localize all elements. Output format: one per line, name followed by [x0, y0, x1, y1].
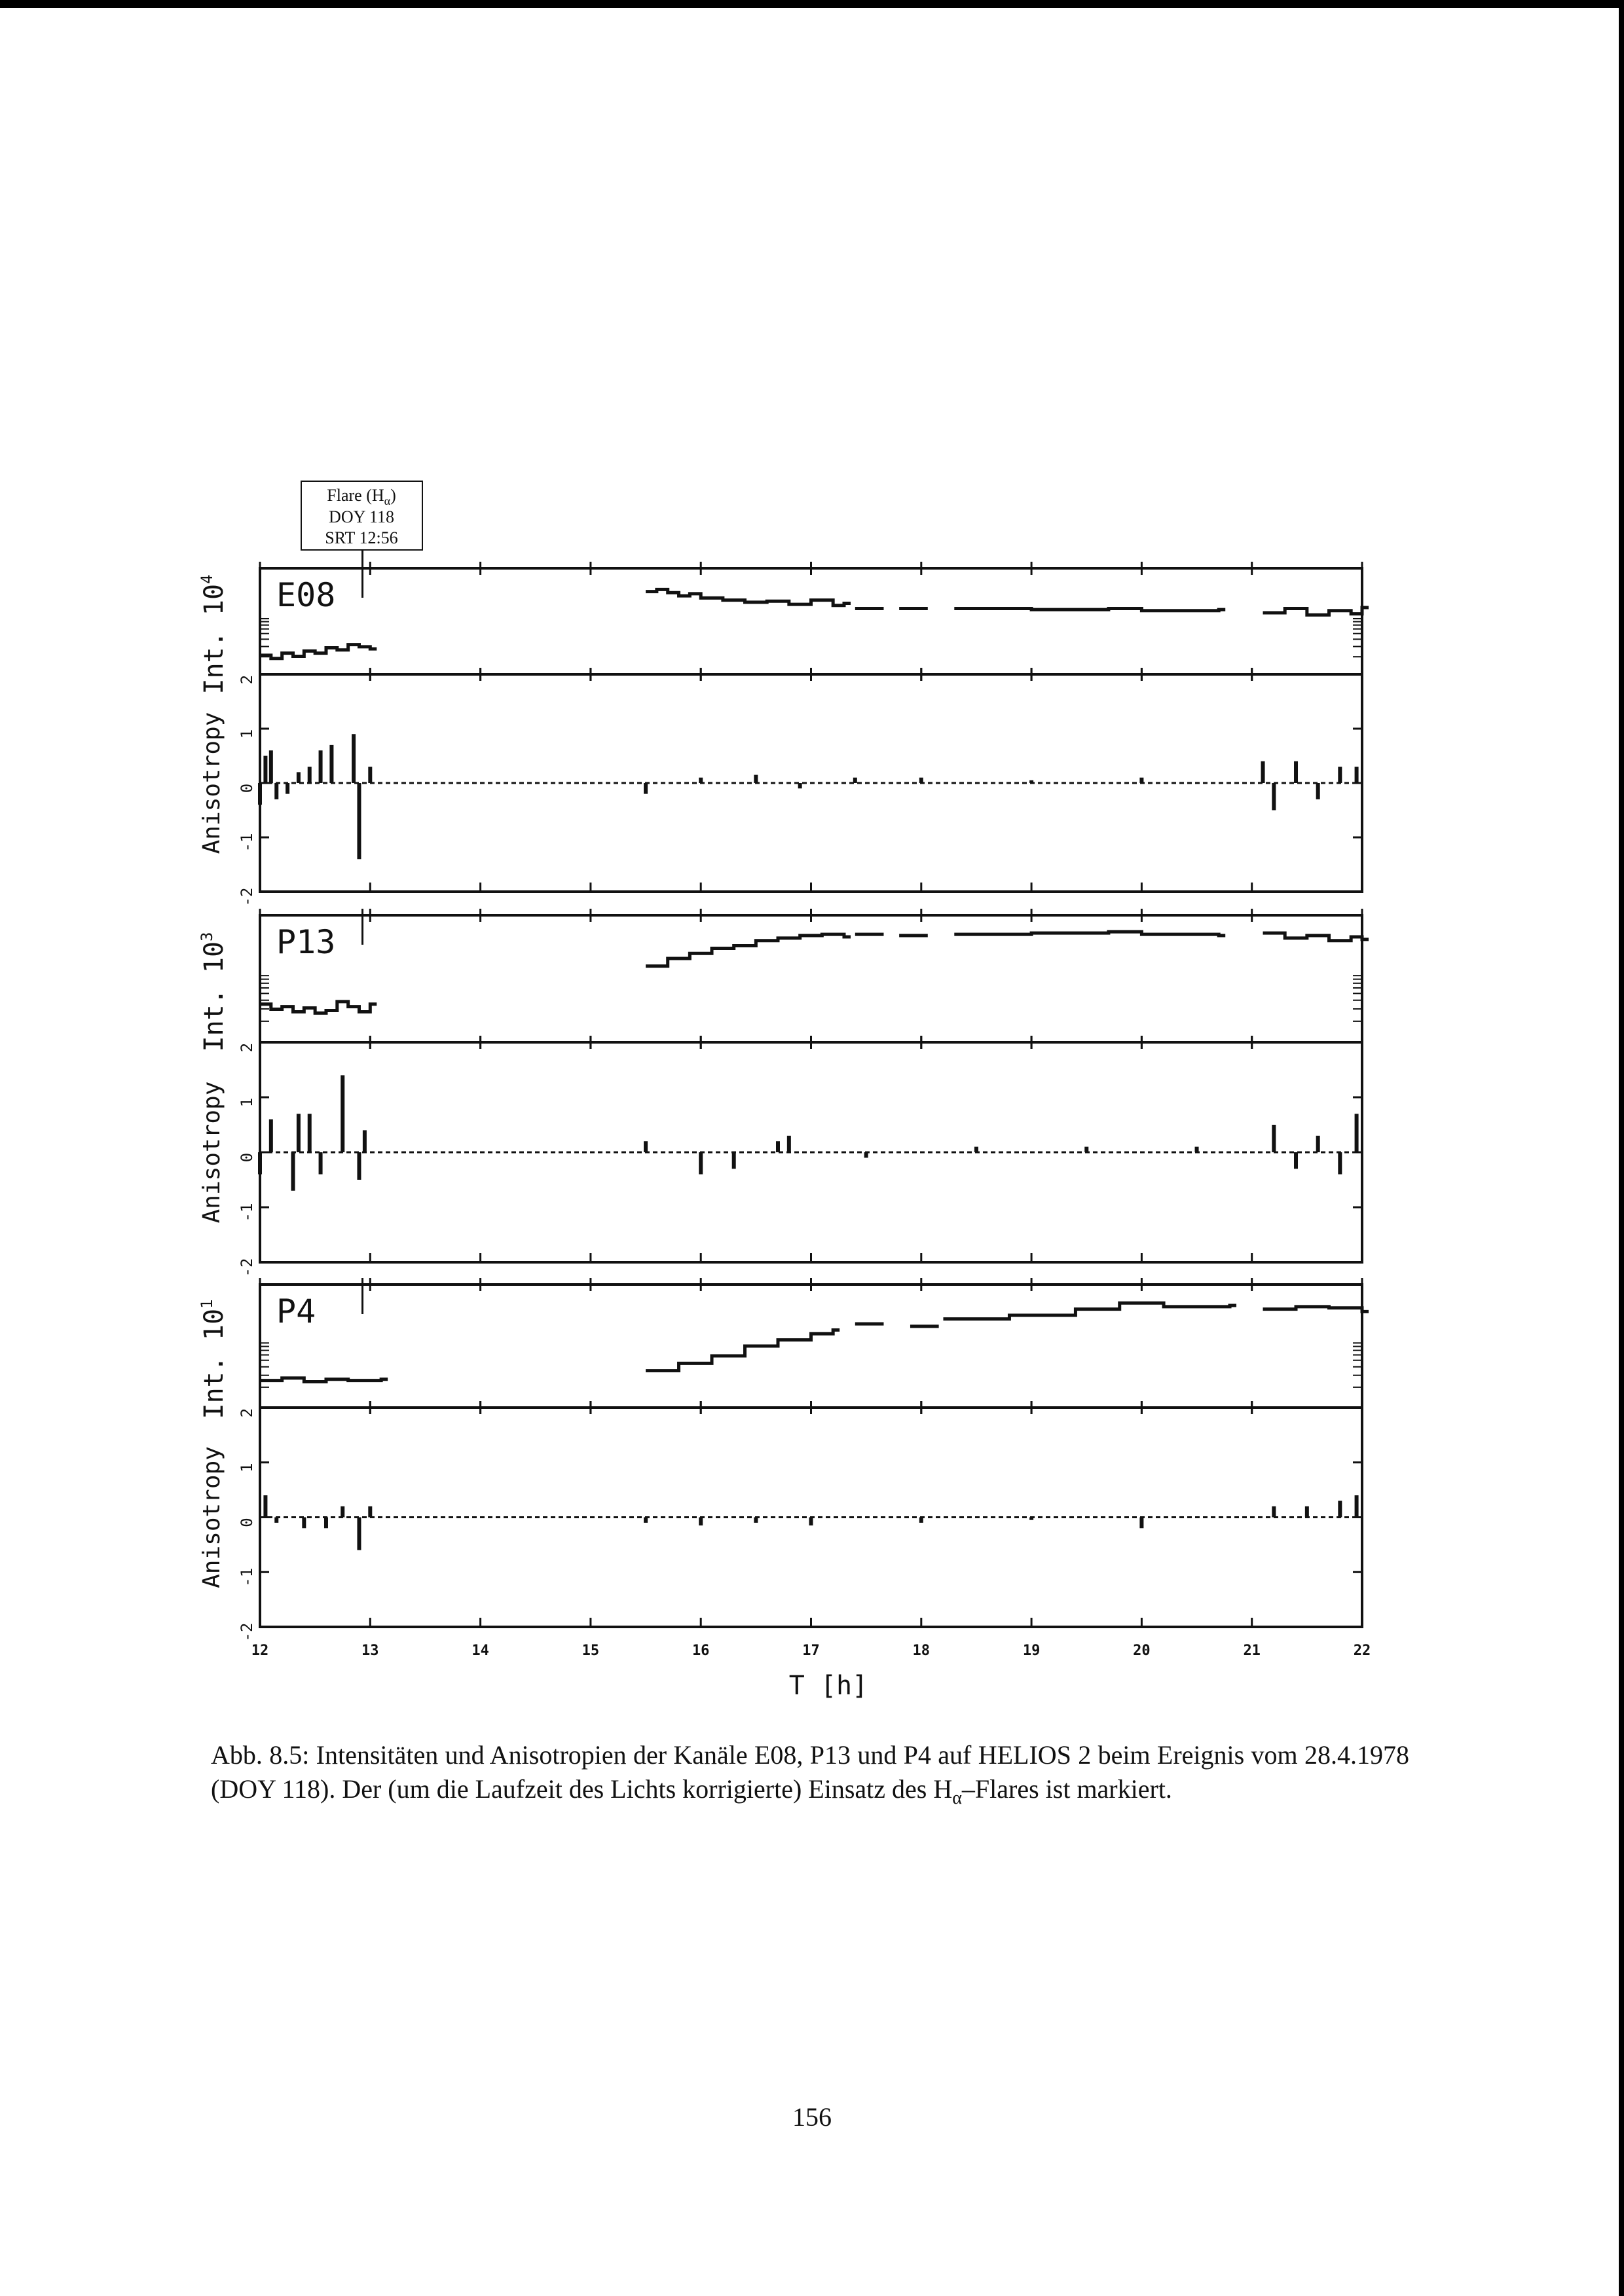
- y-tick-label: -1: [238, 1203, 256, 1222]
- anisotropy-axis-label: Anisotropy: [198, 1446, 225, 1588]
- intensity-line: [260, 1378, 388, 1382]
- caption-text-end: –Flares ist markiert.: [961, 1774, 1172, 1804]
- intensity-axis-label: Int. $10^3$: [198, 932, 229, 1052]
- y-tick-label: 2: [238, 674, 256, 685]
- x-tick-label: 16: [692, 1643, 710, 1659]
- y-tick-label: 0: [238, 783, 256, 793]
- x-axis-label: T [h]: [788, 1671, 868, 1701]
- intensity-axis-label: Int. $10^4$: [198, 574, 229, 695]
- intensity-line: [1263, 933, 1369, 941]
- x-tick-label: 13: [361, 1643, 379, 1659]
- flare-box-line1: Flare $(H_\alpha)$: [327, 486, 396, 507]
- x-tick-label: 18: [912, 1643, 931, 1659]
- intensity-line: [954, 609, 1225, 611]
- figure-caption: [211, 1738, 1409, 1815]
- intensity-exponent: 1: [198, 1299, 216, 1309]
- intensity-line: [260, 645, 377, 659]
- y-tick-label: 1: [238, 729, 256, 739]
- y-tick-label: 0: [238, 1518, 256, 1527]
- intensity-line: [646, 589, 851, 605]
- channel-label: P4: [276, 1292, 316, 1330]
- anisotropy-axis-label: Anisotropy: [198, 712, 225, 854]
- intensity-line: [943, 1303, 1236, 1319]
- intensity-line: [1263, 608, 1369, 615]
- channel-label: E08: [276, 576, 336, 614]
- intensity-axis-label: Int. $10^1$: [198, 1299, 229, 1419]
- intensity-line: [260, 1002, 377, 1013]
- x-tick-label: 20: [1133, 1643, 1151, 1659]
- intensity-line: [646, 1330, 840, 1371]
- y-tick-label: -1: [238, 1567, 256, 1587]
- x-tick-label: 17: [802, 1643, 820, 1659]
- caption-text: Abb. 8.5: Intensitäten und Anisotropien der Kanäle E08, P13 und P4 auf HELIOS 2 beim Ereignis vom 28.4.1978 (DOY 118). Der (um die Laufzeit des Lichts korrigierte) Einsatz des H: [211, 1740, 1409, 1804]
- flare-annotation-box: [301, 481, 422, 550]
- x-tick-label: 12: [251, 1643, 269, 1659]
- page-number: 156: [792, 2102, 832, 2132]
- caption-subscript: α: [952, 1788, 962, 1808]
- y-tick-label: 1: [238, 1463, 256, 1472]
- intensity-frame: [260, 1285, 1362, 1408]
- y-tick-label: 0: [238, 1152, 256, 1163]
- intensity-frame: [260, 568, 1362, 674]
- intensity-line: [1263, 1307, 1369, 1312]
- intensity-line: [954, 932, 1225, 936]
- y-tick-label: -2: [238, 1258, 256, 1277]
- flare-box-line2: DOY 118: [329, 507, 394, 526]
- flare-box-line3: SRT 12:56: [325, 528, 398, 547]
- y-tick-label: 2: [238, 1042, 256, 1053]
- x-tick-label: 19: [1022, 1643, 1041, 1659]
- x-tick-label: 22: [1353, 1643, 1371, 1659]
- y-tick-label: 1: [238, 1097, 256, 1108]
- x-tick-label: 14: [471, 1643, 489, 1659]
- intensity-exponent: 3: [198, 932, 216, 941]
- y-tick-label: -2: [238, 887, 256, 907]
- x-tick-label: 21: [1243, 1643, 1261, 1659]
- y-tick-label: -2: [238, 1622, 256, 1642]
- y-tick-label: 2: [238, 1408, 256, 1418]
- anisotropy-axis-label: Anisotropy: [198, 1081, 225, 1224]
- x-tick-label: 15: [581, 1643, 600, 1659]
- channel-label: P13: [276, 923, 336, 961]
- intensity-exponent: 4: [198, 574, 216, 584]
- y-tick-label: -1: [238, 833, 256, 852]
- plot-area: [198, 550, 1371, 1659]
- intensity-line: [646, 934, 851, 966]
